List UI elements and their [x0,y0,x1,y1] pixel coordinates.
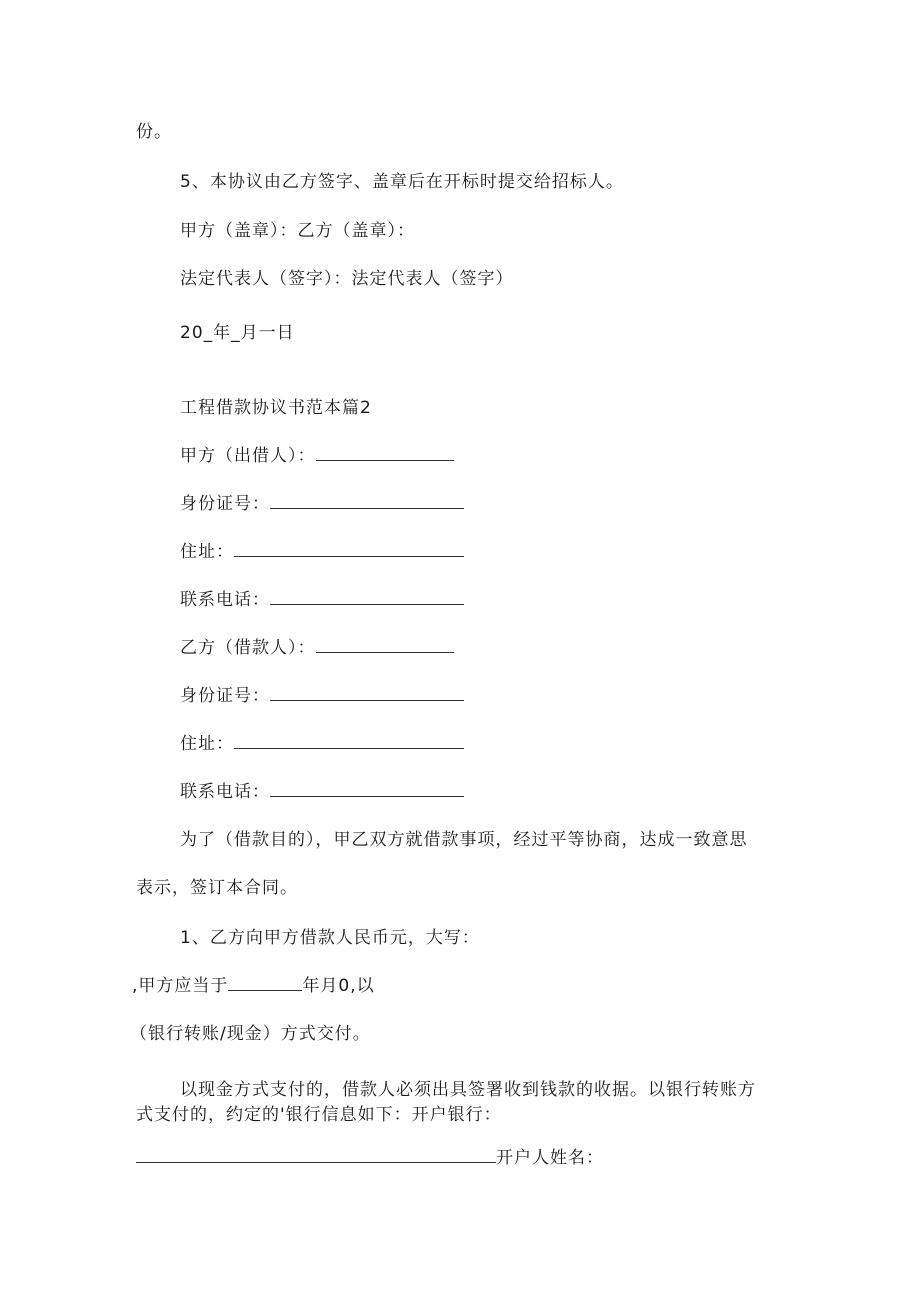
lender-id-label: 身份证号： [180,494,270,514]
lender-field [180,444,454,468]
lender-id-blank [270,492,464,509]
borrower-address-blank [234,732,464,749]
seal-line: 甲方（盖章）：乙方（盖章）： [180,221,415,241]
payment-paragraph-line-1: 以现金方式支付的，借款人必须出具签署收到钱款的收据。以银行转账方 [180,1080,756,1100]
lender-label: 甲方（出借人）： [180,446,316,466]
borrower-phone-field [180,780,464,804]
borrower-blank [316,636,454,653]
account-name-label: 开户人姓名： [496,1148,604,1168]
date-line: 20_年_月一日 [180,323,295,343]
borrower-field [180,636,454,660]
borrower-id-label: 身份证号： [180,686,270,706]
lender-address-blank [234,540,464,557]
lender-phone-label: 联系电话： [180,590,270,610]
bank-blank [136,1146,496,1163]
lender-address-field [180,540,464,564]
borrower-phone-blank [270,780,464,797]
lender-blank [316,444,454,461]
borrower-address-field [180,732,464,756]
lender-phone-blank [270,588,464,605]
borrower-phone-label: 联系电话： [180,782,270,802]
borrower-address-label: 住址： [180,734,234,754]
purpose-paragraph-line-2: 表示，签订本合同。 [136,878,298,898]
payment-paragraph-line-2: 式支付的，约定的'银行信息如下：开户银行： [136,1105,502,1125]
payment-method: （银行转账/现金）方式交付。 [130,1024,371,1044]
section-title: 工程借款协议书范本篇2 [180,398,372,418]
lender-phone-field [180,588,464,612]
representative-line: 法定代表人（签字）：法定代表人（签字） [180,269,514,289]
clause-1-cont-b: 年月0,以 [302,976,375,996]
clause-1-continuation [132,974,375,998]
lender-address-label: 住址： [180,542,234,562]
clause-1-blank [228,974,302,991]
account-name-field [136,1146,604,1170]
clause-5: 5、本协议由乙方签字、盖章后在开标时提交给招标人。 [180,172,624,192]
lender-id-field [180,492,464,516]
clause-1: 1、乙方向甲方借款人民币元，大写： [180,928,480,948]
borrower-id-field [180,684,464,708]
borrower-label: 乙方（借款人）： [180,638,316,658]
purpose-paragraph-line-1: 为了（借款目的），甲乙双方就借款事项，经过平等协商，达成一致意思 [180,830,748,850]
top-fragment: 份。 [136,122,172,142]
clause-1-cont-a: ,甲方应当于 [132,976,229,996]
borrower-id-blank [270,684,464,701]
